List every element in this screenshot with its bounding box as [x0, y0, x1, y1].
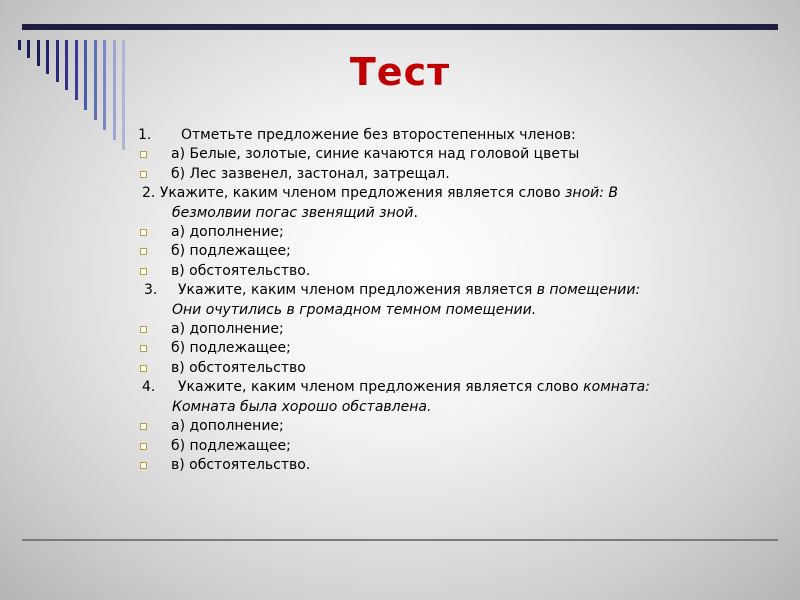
question-example: безмолвии погас звенящий зной	[172, 204, 414, 221]
question-text: Укажите, каким членом предложения является	[178, 282, 537, 299]
square-bullet-icon	[140, 151, 147, 158]
list-item: а) дополнение;	[138, 223, 768, 242]
list-item: в) обстоятельство	[138, 359, 768, 378]
square-bullet-icon	[140, 229, 147, 236]
list-item: а) Белые, золотые, синие качаются над головой цветы	[138, 145, 768, 164]
test-content	[138, 126, 768, 475]
square-bullet-icon	[140, 423, 147, 430]
stripe	[18, 40, 21, 50]
question-2-example: безмолвии погас звенящий зной.	[172, 204, 418, 221]
question-text: Укажите, каким членом предложения является слово	[159, 185, 565, 202]
question-1	[138, 126, 768, 145]
square-bullet-icon	[140, 365, 147, 372]
question-number: 2.	[142, 185, 156, 202]
list-item: а) дополнение;	[138, 417, 768, 436]
list-item: б) подлежащее;	[138, 242, 768, 261]
slide-title: Тест	[349, 50, 451, 94]
square-bullet-icon	[140, 171, 147, 178]
question-example: зной: В	[564, 185, 619, 202]
question-number: 3.	[144, 282, 158, 299]
list-item: в) обстоятельство.	[138, 262, 768, 281]
question-text: Укажите, каким членом предложения является слово	[178, 379, 584, 396]
list-item: б) подлежащее;	[138, 339, 768, 358]
top-bar	[22, 24, 778, 30]
question-example: Они очутились в громадном темном помещении.	[172, 301, 537, 318]
square-bullet-icon	[140, 462, 147, 469]
question-text: Отметьте предложение без второстепенных членов:	[181, 127, 576, 143]
question-number: 4.	[142, 379, 156, 396]
question-example: Комната была хорошо обставлена.	[172, 398, 432, 415]
list-item: б) подлежащее;	[138, 437, 768, 456]
bottom-divider	[22, 539, 778, 541]
list-item: б) Лес зазвенел, застонал, затрещал.	[138, 165, 768, 184]
question-2	[138, 184, 768, 203]
square-bullet-icon	[140, 443, 147, 450]
question-4	[138, 378, 768, 397]
question-example: комната:	[583, 379, 650, 396]
square-bullet-icon	[140, 268, 147, 275]
list-item: в) обстоятельство.	[138, 456, 768, 475]
question-3	[138, 281, 768, 300]
question-number: 1.	[138, 127, 152, 143]
square-bullet-icon	[140, 326, 147, 333]
square-bullet-icon	[140, 248, 147, 255]
question-example: в помещении:	[536, 282, 641, 299]
question-4-example	[138, 398, 768, 417]
list-item: а) дополнение;	[138, 320, 768, 339]
question-3-example	[138, 301, 768, 320]
square-bullet-icon	[140, 345, 147, 352]
